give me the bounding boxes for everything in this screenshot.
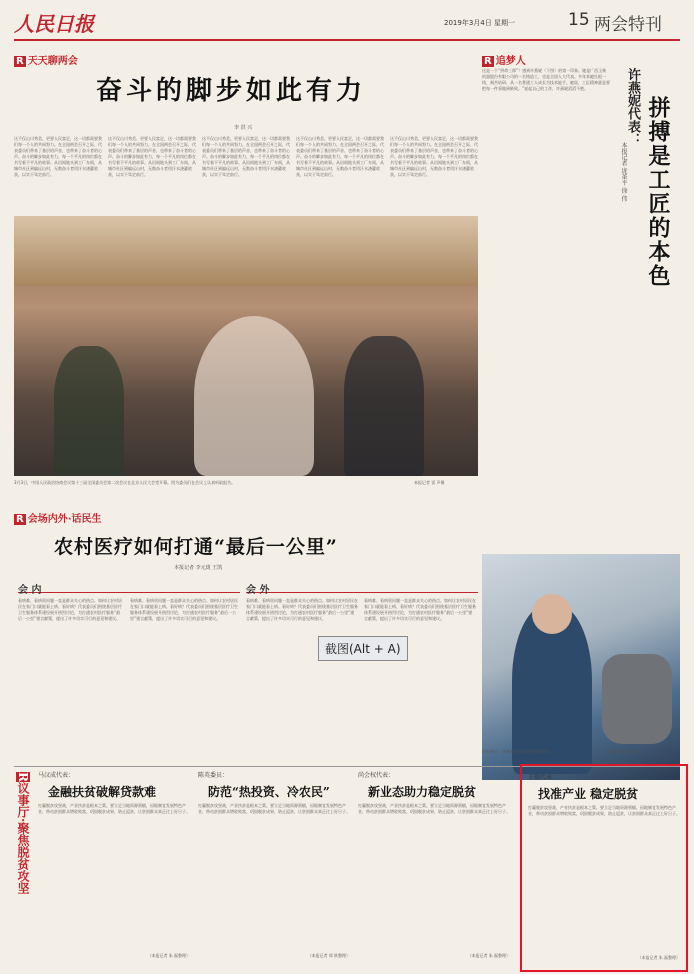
story-rural-medical bbox=[14, 506, 478, 762]
photo-caption: 资料图片：许燕妮在车间进行技术攻关。 bbox=[482, 749, 554, 754]
byline: 李 洪 兴 bbox=[234, 125, 253, 131]
byline: 本报记者 庞革平 徐 伟 bbox=[620, 142, 627, 202]
speaker: 尚会权代表： bbox=[358, 772, 395, 779]
column-title: R议事厅·聚焦脱贫攻坚 bbox=[16, 772, 30, 895]
credit: （本报记者 朱 磊整理） bbox=[467, 953, 510, 958]
photo-delegate bbox=[194, 316, 314, 476]
body-col-4: 这不仅山川秀美、更要人民富足，这一切都需要我们每一个人的共同努力。在全国两会召开之际，代表委员们带来了基层的声音，也带来了奋斗者的心声。奋斗的脚步如此有力，每一个平凡的岗位都在书写着不平凡的故事。从田间地头到工厂车间，从城市社区到偏远山村，无数奋斗者用汗水浇灌收获，以实干笃定前行。 bbox=[296, 136, 384, 177]
photo-credit: 本报记者 庞革平摄 bbox=[607, 749, 641, 754]
mini-story-2 bbox=[198, 770, 350, 966]
photo-credit: 本报记者 雷 声摄 bbox=[414, 480, 445, 485]
inside-header: 会 内 bbox=[18, 578, 240, 593]
body-col-5: 这不仅山川秀美、更要人民富足，这一切都需要我们每一个人的共同努力。在全国两会召开之际，代表委员们带来了基层的声音，也带来了奋斗者的心声。奋斗的脚步如此有力，每一个平凡的岗位都在书写着不平凡的故事。从田间地头到工厂车间，从城市社区到偏远山村，无数奋斗者用汗水浇灌收获，以实干笃定前行。 bbox=[390, 136, 478, 177]
photo-delegate bbox=[344, 336, 424, 476]
masthead-rule bbox=[14, 39, 680, 41]
photo-delegate bbox=[54, 346, 124, 476]
page-number: 15 bbox=[568, 10, 590, 30]
body-col-1: 看病难、看病贵问题一直是群众关心的热点。如何让农村居民在家门口就能看上病、看好病？代表委员们围绕基层医疗卫生服务体系建设展开热烈讨论，为打通农村医疗服务“最后一公里”建言献策，提出了许多切实可行的意见和建议。 bbox=[18, 598, 122, 621]
mini-story-1 bbox=[38, 770, 190, 966]
photo-caption: 3月3日，中国人民政治协商会议第十三届全国委员会第二次会议在北京人民大会堂开幕。图为委员们在会议上认真听取报告。 bbox=[14, 480, 236, 485]
headline: 农村医疗如何打通“最后一公里” bbox=[54, 536, 338, 558]
masthead bbox=[14, 8, 680, 38]
mini-story-4-highlight[interactable] bbox=[520, 764, 688, 972]
conference-photo bbox=[14, 216, 478, 476]
credit: （本报记者 朱 磊整理） bbox=[147, 953, 190, 958]
column-r-icon: R bbox=[484, 56, 492, 67]
body-text: 打赢脱贫攻坚战，产业扶贫是根本之策。要立足当地资源禀赋，因地制宜发展特色产业，带动贫困群众增收致富，巩固脱贫成果，防止返贫，让贫困群众真正过上好日子。 bbox=[198, 803, 350, 814]
body-col-4: 看病难、看病贵问题一直是群众关心的热点。如何让农村居民在家门口就能看上病、看好病？代表委员们围绕基层医疗卫生服务体系建设展开热烈讨论，为打通农村医疗服务“最后一公里”建言献策，提出了许多切实可行的意见和建议。 bbox=[364, 598, 476, 621]
body-text: 打赢脱贫攻坚战，产业扶贫是根本之策。要立足当地资源禀赋，因地制宜发展特色产业，带动贫困群众增收致富，巩固脱贫成果，防止返贫，让贫困群众真正过上好日子。 bbox=[38, 803, 190, 814]
body-col-2: 这不仅山川秀美、更要人民富足，这一切都需要我们每一个人的共同努力。在全国两会召开之际，代表委员们带来了基层的声音，也带来了奋斗者的心声。奋斗的脚步如此有力，每一个平凡的岗位都在书写着不平凡的故事。从田间地头到工厂车间，从城市社区到偏远山村，无数奋斗者用汗水浇灌收获，以实干笃定前行。 bbox=[108, 136, 196, 177]
interviewee-name: 许燕妮代表： bbox=[625, 68, 640, 146]
newspaper-logo: 人民日报 bbox=[14, 12, 94, 36]
photo-worker-face bbox=[532, 594, 572, 634]
body-col-1: 这不仅山川秀美、更要人民富足，这一切都需要我们每一个人的共同努力。在全国两会召开之际，代表委员们带来了基层的声音，也带来了奋斗者的心声。奋斗的脚步如此有力，每一个平凡的岗位都在书写着不平凡的故事。从田间地头到工厂车间，从城市社区到偏远山村，无数奋斗者用汗水浇灌收获，以实干笃定前行。 bbox=[14, 136, 102, 177]
headline: 拼搏是工匠的本色 bbox=[645, 96, 671, 288]
speaker: 马汉成代表： bbox=[38, 772, 75, 779]
body-text: 打赢脱贫攻坚战，产业扶贫是根本之策。要立足当地资源禀赋，因地制宜发展特色产业，带动贫困群众增收致富，巩固脱贫成果，防止返贫，让贫困群众真正过上好日子。 bbox=[358, 803, 510, 814]
photo-engine bbox=[602, 654, 672, 744]
speaker: 王德代表： bbox=[528, 774, 559, 781]
outside-header: 会 外 bbox=[246, 578, 478, 593]
screenshot-shortcut-tooltip: 截图(Alt + A) bbox=[318, 636, 408, 661]
story-dreamer bbox=[482, 46, 680, 764]
column-tag: R 追梦人 bbox=[484, 56, 526, 67]
credit: （本报记者 朱 磊整理） bbox=[637, 955, 680, 960]
story-struggle bbox=[14, 46, 478, 496]
speaker: 陈英委员： bbox=[198, 772, 229, 779]
mini-story-3 bbox=[358, 770, 510, 966]
column-tag: R 天天聊两会 bbox=[16, 56, 78, 67]
body-col-3: 看病难、看病贵问题一直是群众关心的热点。如何让农村居民在家门口就能看上病、看好病？代表委员们围绕基层医疗卫生服务体系建设展开热烈讨论，为打通农村医疗服务“最后一公里”建言献策，提出了许多切实可行的意见和建议。 bbox=[246, 598, 358, 621]
issue-date: 2019年3月4日 星期一 bbox=[444, 19, 515, 27]
section-title: 两会特刊 bbox=[594, 15, 662, 35]
headline: 找准产业 稳定脱贫 bbox=[538, 787, 639, 801]
worker-photo-caption-wrap bbox=[482, 740, 680, 752]
byline: 本报记者 李元珑 王凯 bbox=[174, 565, 223, 571]
photo-ceiling bbox=[14, 216, 478, 286]
credit: （本报记者 郑 轶整理） bbox=[307, 953, 350, 958]
column-tag: R 会场内外·话民生 bbox=[16, 514, 102, 525]
body-col-2: 看病难、看病贵问题一直是群众关心的热点。如何让农村居民在家门口就能看上病、看好病？代表委员们围绕基层医疗卫生服务体系建设展开热烈讨论，为打通农村医疗服务“最后一公里”建言献策，提出了许多切实可行的意见和建议。 bbox=[130, 598, 238, 621]
body-col-3: 这不仅山川秀美、更要人民富足，这一切都需要我们每一个人的共同努力。在全国两会召开之际，代表委员们带来了基层的声音，也带来了奋斗者的心声。奋斗的脚步如此有力，每一个平凡的岗位都在书写着不平凡的故事。从田间地头到工厂车间，从城市社区到偏远山村，无数奋斗者用汗水浇灌收获，以实干笃定前行。 bbox=[202, 136, 290, 177]
headline: 新业态助力稳定脱贫 bbox=[368, 785, 477, 799]
body-text: 打赢脱贫攻坚战，产业扶贫是根本之策。要立足当地资源禀赋，因地制宜发展特色产业，带动贫困群众增收致富，巩固脱贫成果，防止返贫，让贫困群众真正过上好日子。 bbox=[528, 805, 680, 816]
column-r-icon: R bbox=[16, 772, 30, 782]
headline: 金融扶贫破解贷款难 bbox=[48, 785, 157, 799]
headline: 奋斗的脚步如此有力 bbox=[96, 76, 367, 106]
column-r-icon: R bbox=[16, 56, 24, 67]
headline: 防范“热投资、冷农民” bbox=[208, 785, 330, 799]
body-text: 这是一个“拼命三郎”！感到许燕妮（下图）的第一印象。她是广西玉柴机器股份有限公司的一名铸造工，也是全国人大代表。多年来她扎根一线，刻苦钻研，从一名普通工人成长为技术能手。她说，工匠精神就是要把每一件事做到极致。”说起自己的工作，许燕妮滔滔不绝。 bbox=[482, 68, 610, 91]
column-r-icon: R bbox=[16, 514, 24, 525]
